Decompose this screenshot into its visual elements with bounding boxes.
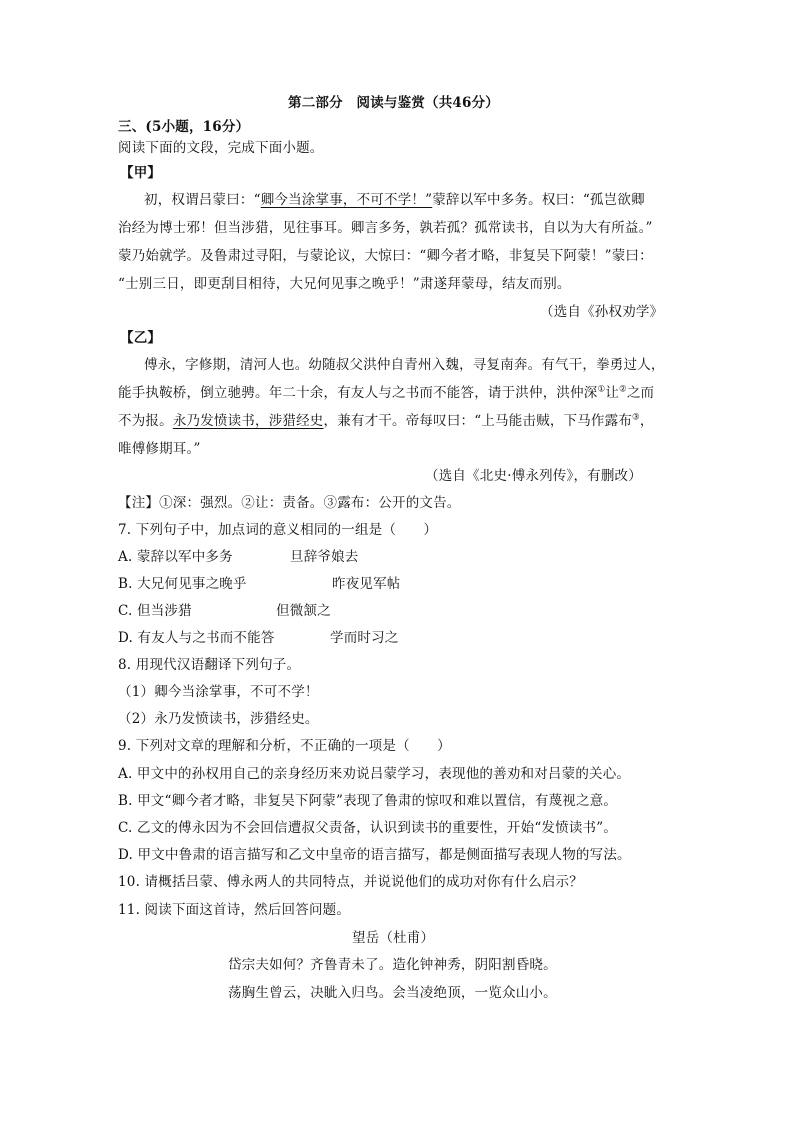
yi-paragraph-line-1: 傅永，字修期，清河人也。幼随叔父洪仲自青州入魏，寻复南奔。有气干，拳勇过人，	[144, 357, 665, 373]
jia-text: 蒙辞以军中多务。权曰：“孤岂欲卿	[432, 192, 645, 208]
poem-title: 望岳（杜甫）	[352, 930, 435, 946]
yi-source: （选自《北史·傅永列传》，有删改）	[425, 468, 642, 484]
yi-text: ，兼有才干。帝每叹曰：“上马能击贼，下马作露布	[323, 413, 633, 429]
part-header: 三、(5小题，16分）	[118, 119, 250, 135]
question-9-option-d: D. 甲文中鲁肃的语言描写和乙文中皇帝的语言描写，都是侧面描写表现人物的写法。	[118, 847, 631, 863]
yi-label: 【乙】	[120, 330, 162, 346]
poem-line-1: 岱宗夫如何？齐鲁青未了。造化钟神秀，阴阳割昏晓。	[228, 957, 557, 973]
question-8-item-2: （2）永乃发愤读书，涉猎经史。	[118, 711, 319, 727]
yi-text: 不为报。	[118, 413, 173, 429]
question-9-option-c: C. 乙文的傅永因为不会回信遭叔父责备，认识到读书的重要性，开始“发愤读书”。	[118, 820, 618, 836]
question-7-option-d-compare: 学而时习之	[330, 630, 399, 646]
yi-paragraph-line-2	[118, 383, 654, 403]
question-7-option-d: D. 有友人与之书而不能答	[118, 630, 275, 646]
note-marker-1: ①	[597, 384, 606, 395]
section-title: 第二部分 阅读与鉴赏（共46分）	[288, 95, 499, 111]
yi-text: 让	[605, 385, 620, 401]
question-10-stem: 10. 请概括吕蒙、傅永两人的共同特点，并说说他们的成功对你有什么启示？	[118, 874, 583, 890]
question-7-option-c-compare: 但微颔之	[276, 603, 331, 619]
question-9-stem: 9. 下列对文章的理解和分析，不正确的一项是（ ）	[118, 738, 451, 754]
annotation-note: 【注】①深：强烈。②让：责备。③露布：公开的文告。	[118, 495, 461, 511]
question-8-item-1: （1）卿今当涂掌事，不可不学！	[118, 684, 319, 700]
yi-text: 能手执鞍桥，倒立驰骋。年二十余，有友人与之书而不能答，请于洪仲，洪仲深	[118, 385, 598, 401]
jia-source: （选自《孙权劝学》	[540, 304, 664, 320]
yi-paragraph-line-3	[118, 411, 654, 431]
note-marker-3: ③	[632, 412, 640, 423]
jia-underlined-sentence: 卿今当涂掌事，不可不学！”	[260, 192, 433, 208]
question-7-option-b-compare: 昨夜见军帖	[332, 576, 401, 592]
question-7-option-a: A. 蒙辞以军中多务	[118, 549, 233, 565]
jia-label: 【甲】	[120, 165, 162, 181]
yi-text: 之而	[626, 385, 655, 401]
question-7-option-c: C. 但当涉猎	[118, 603, 192, 619]
question-7-option-b: B. 大兄何见事之晚乎	[118, 576, 247, 592]
yi-text: ，	[639, 413, 654, 429]
jia-paragraph-line-1	[144, 190, 645, 210]
yi-paragraph-line-4: 唯傅修期耳。”	[118, 441, 201, 457]
question-7-option-a-compare: 旦辞爷娘去	[290, 549, 359, 565]
poem-line-2: 荡胸生曾云，决眦入归鸟。会当凌绝顶，一览众山小。	[228, 985, 557, 1001]
question-11-stem: 11. 阅读下面这首诗，然后回答问题。	[118, 902, 351, 918]
instruction: 阅读下面的文段，完成下面小题。	[118, 140, 324, 156]
jia-paragraph-line-4: “士别三日，即更刮目相待，大兄何见事之晚乎！”肃遂拜蒙母，结友而别。	[118, 276, 571, 292]
note-marker-2: ②	[619, 384, 627, 395]
jia-paragraph-line-2: 治经为博士邪！但当涉猎，见往事耳。卿言多务，孰若孤？孤常读书，自以为大有所益。”	[118, 220, 653, 236]
question-8-stem: 8. 用现代汉语翻译下列句子。	[118, 657, 301, 673]
question-9-option-a: A. 甲文中的孙权用自己的亲身经历来劝说吕蒙学习，表现他的善劝和对吕蒙的关心。	[118, 766, 631, 782]
jia-text: 初，权谓吕蒙曰：“	[144, 192, 261, 208]
jia-paragraph-line-3: 蒙乃始就学。及鲁肃过寻阳，与蒙论议，大惊曰：“卿今者才略，非复吴下阿蒙！”蒙曰：	[118, 248, 653, 264]
yi-underlined-sentence: 永乃发愤读书，涉猎经史	[172, 413, 324, 429]
question-7-stem: 7. 下列句子中，加点词的意义相同的一组是（ ）	[118, 522, 438, 538]
question-9-option-b: B. 甲文“卿今者才略，非复吴下阿蒙”表现了鲁肃的惊叹和难以置信，有蔑视之意。	[118, 793, 618, 809]
